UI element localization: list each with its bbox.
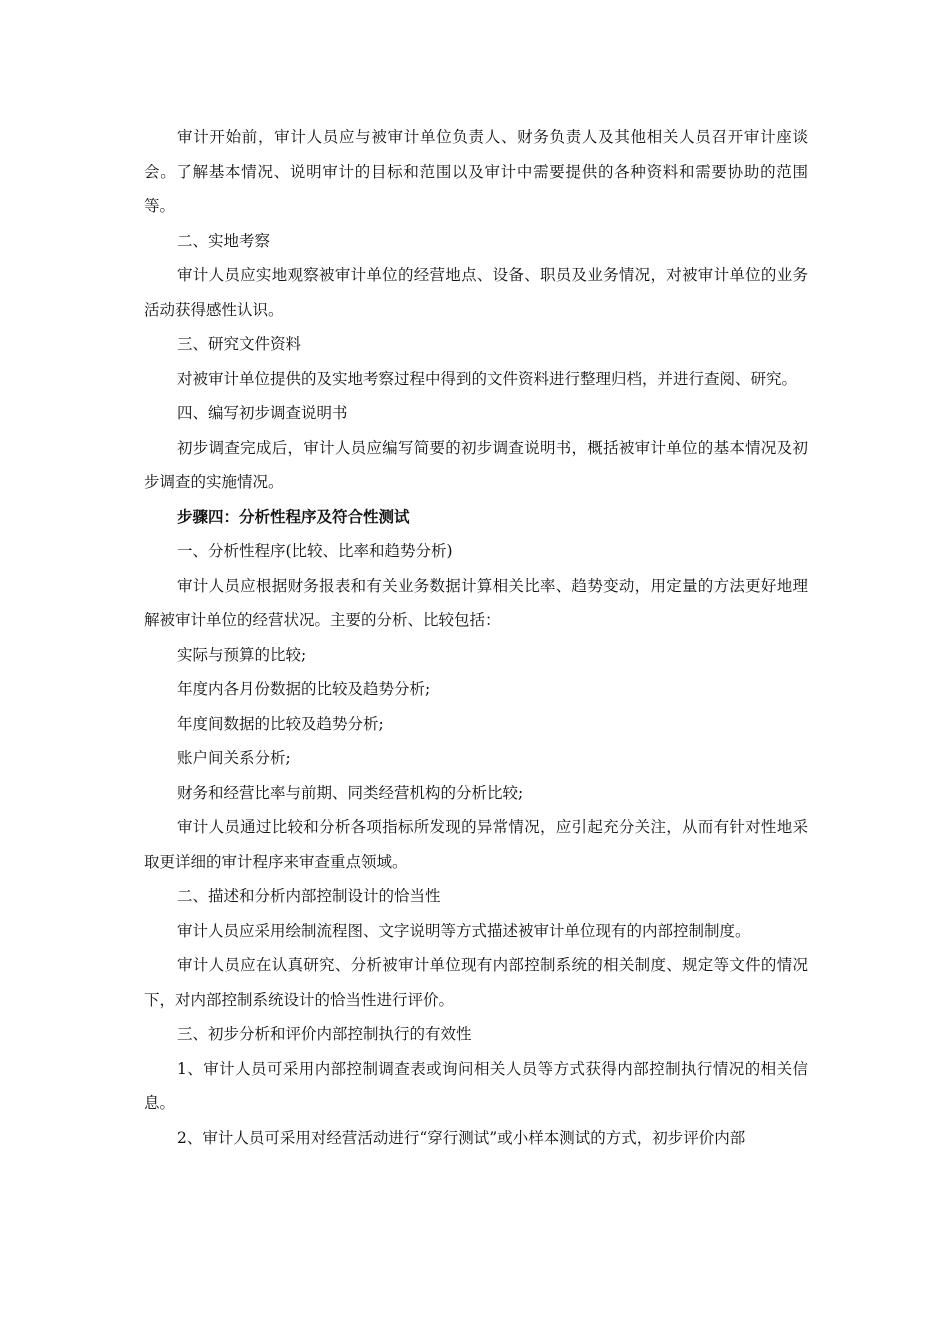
heading-control-effectiveness: 三、初步分析和评价内部控制执行的有效性 [177, 1025, 472, 1043]
list-item-yearly-comparison: 年度间数据的比较及趋势分析; [177, 714, 384, 733]
list-item-actual-vs-budget: 实际与预算的比较; [177, 645, 307, 664]
paragraph-study-documents: 对被审计单位提供的及实地考察过程中得到的文件资料进行整理归档，并进行查阅、研究。 [177, 369, 798, 388]
list-item-monthly-comparison: 年度内各月份数据的比较及趋势分析; [177, 680, 431, 698]
paragraph-audit-meeting: 审计开始前，审计人员应与被审计单位负责人、财务负责人及其他相关人员召开审计座谈会。了解基本情况、说明审计的目标和范围以及审计中需要提供的各种资料和需要协助的范围等。 [144, 128, 808, 215]
heading-analytical-procedures: 一、分析性程序(比较、比率和趋势分析) [177, 542, 453, 560]
paragraph-control-questionnaire: 1、审计人员可采用内部控制调查表或询问相关人员等方式获得内部控制执行情况的相关信息。 [144, 1059, 808, 1112]
document-body [144, 120, 808, 1155]
heading-control-design: 二、描述和分析内部控制设计的恰当性 [177, 887, 441, 905]
paragraph-control-description: 审计人员应采用绘制流程图、文字说明等方式描述被审计单位现有的内部控制制度。 [177, 921, 751, 940]
list-item-account-relationship: 账户间关系分析; [177, 749, 291, 767]
paragraph-anomaly-attention: 审计人员通过比较和分析各项指标所发现的异常情况，应引起充分关注，从而有针对性地采取更详细的审计程序来审查重点领域。 [144, 818, 808, 871]
list-item-ratio-comparison: 财务和经营比率与前期、同类经营机构的分析比较; [177, 783, 524, 802]
paragraph-control-evaluation: 审计人员应在认真研究、分析被审计单位现有内部控制系统的相关制度、规定等文件的情况下，对内部控制系统设计的恰当性进行评价。 [144, 956, 808, 1009]
paragraph-walkthrough-test: 2、审计人员可采用对经营活动进行“穿行测试”或小样本测试的方式，初步评价内部 [177, 1128, 746, 1147]
paragraph-analytical-procedures: 审计人员应根据财务报表和有关业务数据计算相关比率、趋势变动，用定量的方法更好地理解被审计单位的经营状况。主要的分析、比较包括： [144, 576, 808, 629]
heading-study-documents: 三、研究文件资料 [177, 335, 302, 353]
section-title-step-four: 步骤四：分析性程序及符合性测试 [177, 507, 410, 526]
paragraph-preliminary-report: 初步调查完成后，审计人员应编写简要的初步调查说明书，概括被审计单位的基本情况及初步调查的实施情况。 [144, 438, 808, 491]
heading-site-inspection: 二、实地考察 [177, 231, 271, 250]
heading-preliminary-report: 四、编写初步调查说明书 [177, 404, 348, 422]
paragraph-site-inspection: 审计人员应实地观察被审计单位的经营地点、设备、职员及业务情况，对被审计单位的业务活动获得感性认识。 [144, 266, 808, 319]
